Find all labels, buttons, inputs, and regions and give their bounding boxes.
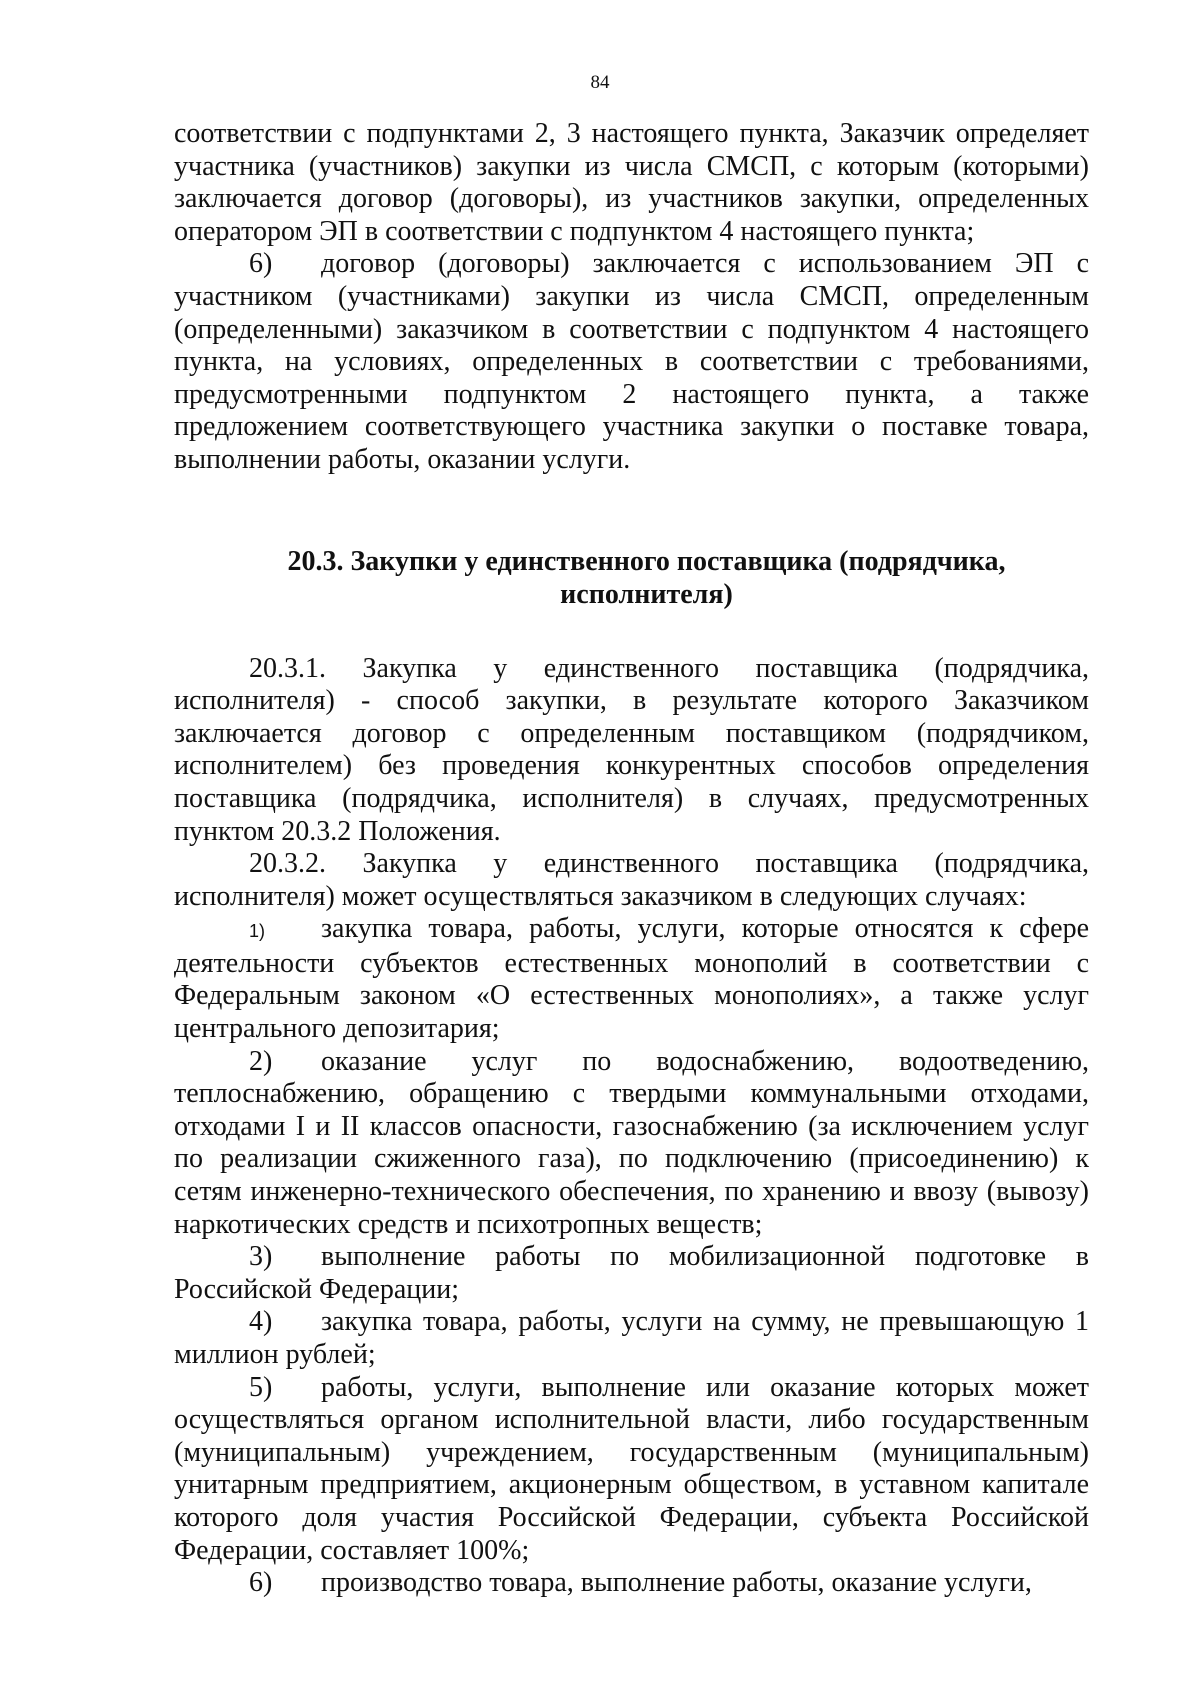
list-item (174, 913, 1089, 1045)
list-item-text: закупка товара, работы, услуги на сумму, не превышающую 1 миллион рублей; (174, 1306, 1089, 1370)
list-item-number: 1) (249, 921, 266, 942)
list-item-number: 3) (249, 1241, 273, 1273)
list-item (174, 1241, 1089, 1306)
list-item-text: закупка товара, работы, услуги, которые относятся к сфере деятельности субъектов естественных монополий в соответствии с Федеральным законом «О естественных монополиях», а также услуг центрального депозитария; (174, 913, 1089, 1045)
clause-text: Закупка у единственного поставщика (подрядчика, исполнителя) - способ закупки, в результате которого Заказчиком заключается договор с определенным поставщиком (подрядчиком, исполнителем) без проведения конкурентных способов определения поставщика (подрядчика, исполнителя) в случаях, предусмотренных пунктом 20.3.2 Положения. (174, 652, 1090, 847)
document-body (174, 118, 1089, 1600)
list-item-number: 5) (249, 1371, 273, 1403)
section-heading (174, 545, 1089, 611)
list-item-number: 4) (249, 1306, 273, 1338)
clause-text: Закупка у единственного поставщика (подрядчика, исполнителя) может осуществляться заказчиком в следующих случаях: (174, 848, 1090, 912)
list-item-text: оказание услуг по водоснабжению, водоотведению, теплоснабжению, обращению с твердыми коммунальными отходами, отходами I и II классов опасности, газоснабжению (за исключением услуг по реализации сжиженного газа), по подключению (присоединению) к сетям инженерно-технического обеспечения, по хранению и ввозу (вывозу) наркотических средств и психотропных веществ; (174, 1045, 1089, 1240)
list-item-number: 6) (249, 248, 273, 280)
list-item (174, 1306, 1089, 1371)
list-item-number: 2) (249, 1045, 273, 1077)
clause-paragraph (174, 653, 1089, 849)
clause-number: 20.3.2. (249, 848, 326, 880)
list-item (174, 1372, 1089, 1568)
list-item-text: производство товара, выполнение работы, оказание услуги, (321, 1567, 1032, 1599)
clause-number: 20.3.1. (249, 652, 326, 684)
list-item-text: выполнение работы по мобилизационной подготовке в Российской Федерации; (174, 1241, 1089, 1305)
section-heading-line1: 20.3. Закупки у единственного поставщика (подрядчика, (287, 545, 1006, 577)
list-item (174, 1567, 1089, 1600)
list-item (174, 1046, 1089, 1242)
clause-paragraph (174, 848, 1089, 913)
list-item-text: договор (договоры) заключается с использованием ЭП с участником (участниками) закупки из числа СМСП, определенным (определенными) заказчиком в соответствии с подпунктом 4 настоящего пункта, на условиях, определенных в соответствии с требованиями, предусмотренными подпунктом 2 настоящего пункта, а также предложением соответствующего участника закупки о поставке товара, выполнении работы, оказании услуги. (174, 248, 1089, 475)
section-heading-line2: исполнителя) (560, 578, 733, 610)
list-item-text: работы, услуги, выполнение или оказание которых может осуществляться органом исполнительной власти, либо государственным (муниципальным) учреждением, государственным (муниципальным) унитарным предприятием, акционерным обществом, в уставном капитале которого доля участия Российской Федерации, субъекта Российской Федерации, составляет 100%; (174, 1371, 1089, 1566)
list-item-number: 6) (249, 1567, 273, 1599)
page-number: 84 (590, 72, 610, 93)
continuation-paragraph: соответствии с подпунктами 2, 3 настоящего пункта, Заказчик определяет участника (участников) закупки из числа СМСП, с которым (которыми) заключается договор (договоры), из участников закупки, определенных оператором ЭП в соответствии с подпунктом 4 настоящего пункта; (174, 118, 1089, 247)
list-item (174, 248, 1089, 476)
